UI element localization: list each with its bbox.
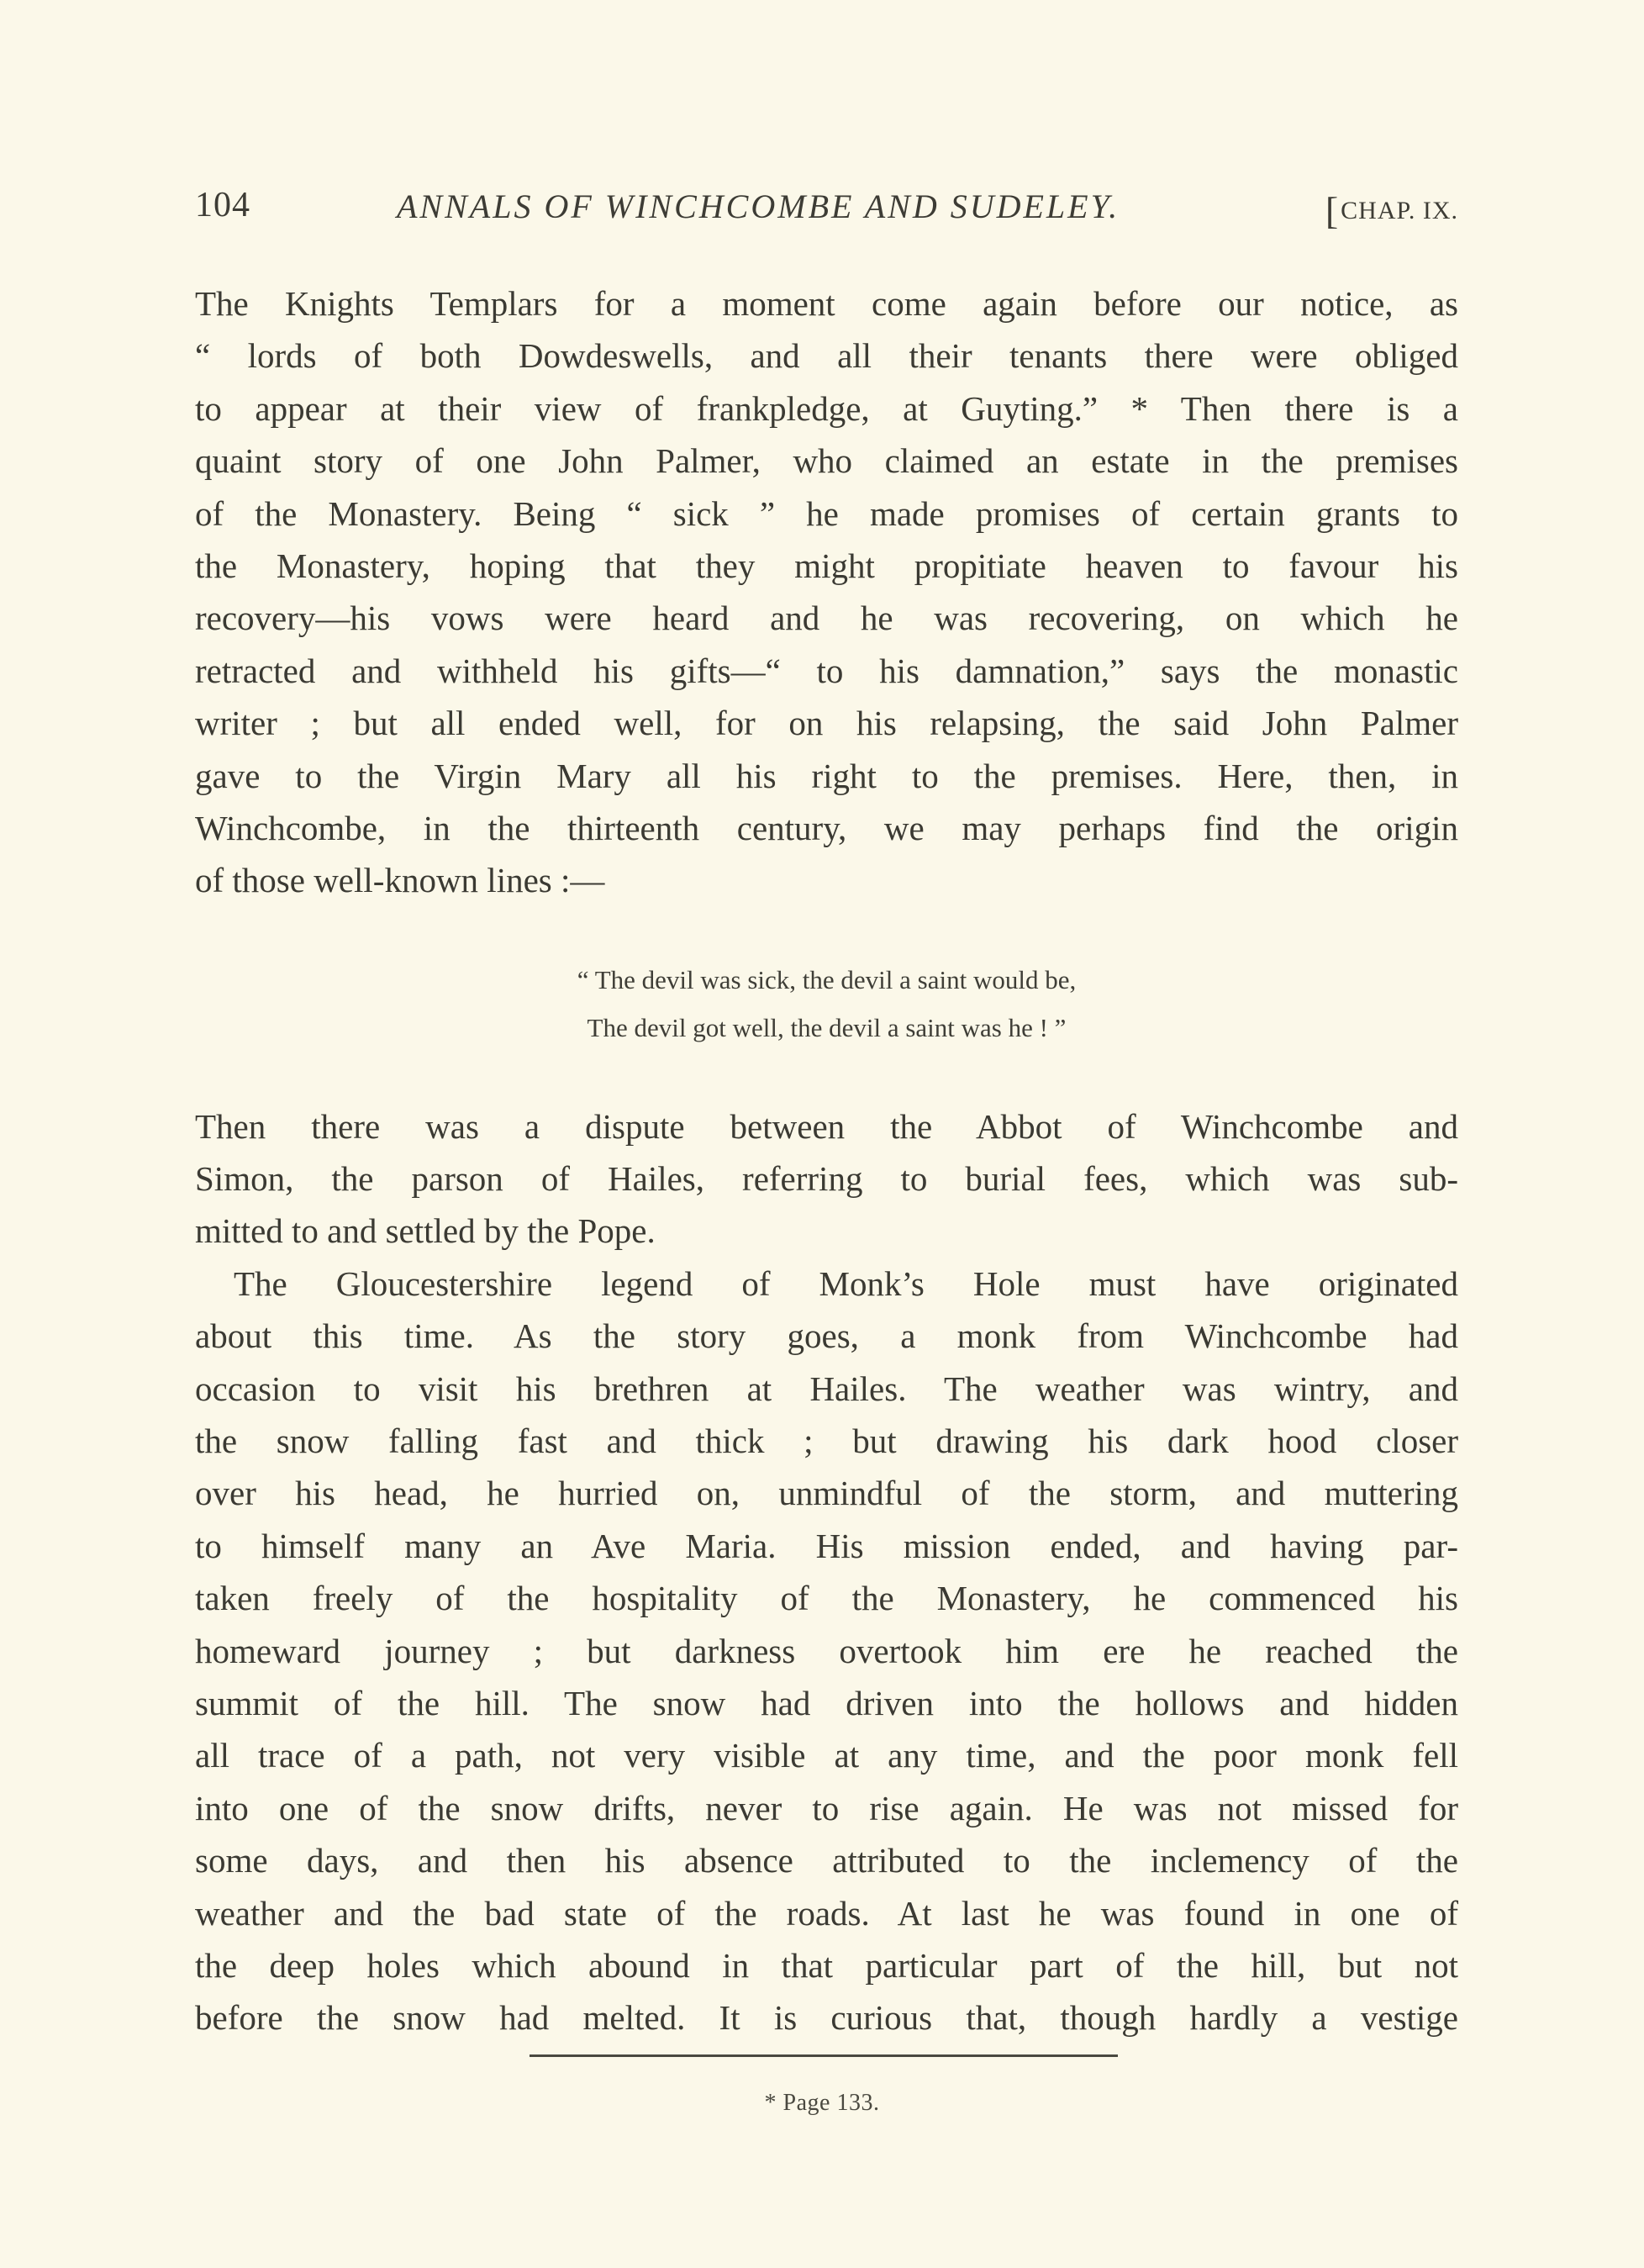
text-line: of those well-known lines :— bbox=[195, 861, 605, 900]
verse-line: “ The devil was sick, the devil a saint would be, bbox=[577, 964, 1077, 994]
text-line: weather and the bad state of the roads. At last he was found in one of bbox=[195, 1893, 1458, 1933]
paragraph-monks-hole bbox=[195, 1258, 1458, 2044]
text-line: writer ; but all ended well, for on his relapsing, the said John Palmer bbox=[195, 704, 1458, 743]
text-line: some days, and then his absence attributed to the inclemency of the bbox=[195, 1841, 1458, 1880]
verse-quotation bbox=[195, 956, 1458, 1052]
text-line: to himself many an Ave Maria. His mission ended, and having par- bbox=[195, 1526, 1458, 1565]
text-line: quaint story of one John Palmer, who claimed an estate in the premises bbox=[195, 441, 1458, 481]
text-line: about this time. As the story goes, a monk from Winchcombe had bbox=[195, 1316, 1458, 1356]
text-line: before the snow had melted. It is curious that, though hardly a vestige bbox=[195, 1998, 1458, 2038]
text-line: The Knights Templars for a moment come again before our notice, as bbox=[195, 284, 1458, 323]
footnote-text: Page 133. bbox=[782, 2090, 880, 2116]
paragraph-knights-templars bbox=[195, 277, 1458, 907]
footnote bbox=[0, 2090, 1644, 2117]
text-line: homeward journey ; but darkness overtook him ere he reached the bbox=[195, 1631, 1458, 1670]
chapter-label: CHAP. IX. bbox=[1341, 197, 1458, 224]
text-line: gave to the Virgin Mary all his right to the premises. Here, then, in bbox=[195, 756, 1458, 795]
running-header bbox=[195, 185, 1458, 235]
text-line: the Monastery, hoping that they might propitiate heaven to favour his bbox=[195, 546, 1458, 585]
text-line: summit of the hill. The snow had driven into the hollows and hidden bbox=[195, 1683, 1458, 1722]
text-line: occasion to visit his brethren at Hailes. The weather was wintry, and bbox=[195, 1369, 1458, 1408]
text-line: recovery—his vows were heard and he was recovering, on which he bbox=[195, 599, 1458, 638]
text-line: to appear at their view of frankpledge, at Guyting.” * Then there is a bbox=[195, 388, 1458, 428]
chapter-reference bbox=[1325, 188, 1458, 233]
verse-line: The devil got well, the devil a saint was he ! ” bbox=[587, 1012, 1067, 1042]
text-line: retracted and withheld his gifts—“ to his damnation,” says the monastic bbox=[195, 651, 1458, 690]
running-title: ANNALS OF WINCHCOMBE AND SUDELEY. bbox=[397, 187, 1120, 225]
text-line: mitted to and settled by the Pope. bbox=[195, 1211, 656, 1251]
text-line: the snow falling fast and thick ; but drawing his dark hood closer bbox=[195, 1421, 1458, 1461]
text-line: Winchcombe, in the thirteenth century, we may perhaps find the origin bbox=[195, 808, 1458, 847]
chapter-bracket: [ bbox=[1325, 189, 1340, 232]
text-line: The Gloucestershire legend of Monk’s Hole must have originated bbox=[234, 1263, 1458, 1303]
page-number: 104 bbox=[195, 186, 250, 224]
paragraph-dispute bbox=[195, 1100, 1458, 1258]
body-text bbox=[195, 277, 1458, 2044]
footnote-divider bbox=[530, 2054, 1118, 2057]
text-line: all trace of a path, not very visible at any time, and the poor monk fell bbox=[195, 1736, 1458, 1775]
text-line: the deep holes which abound in that particular part of the hill, but not bbox=[195, 1945, 1458, 1985]
text-line: Then there was a dispute between the Abbot of Winchcombe and bbox=[195, 1106, 1458, 1146]
text-line: “ lords of both Dowdeswells, and all their tenants there were obliged bbox=[195, 336, 1458, 376]
text-line: over his head, he hurried on, unmindful of the storm, and muttering bbox=[195, 1474, 1458, 1513]
text-line: of the Monastery. Being “ sick ” he made promises of certain grants to bbox=[195, 493, 1458, 533]
text-line: into one of the snow drifts, never to rise again. He was not missed for bbox=[195, 1788, 1458, 1828]
text-line: taken freely of the hospitality of the Monastery, he commenced his bbox=[195, 1579, 1458, 1618]
text-line: Simon, the parson of Hailes, referring to burial fees, which was sub- bbox=[195, 1159, 1458, 1199]
footnote-marker: * bbox=[764, 2090, 777, 2116]
